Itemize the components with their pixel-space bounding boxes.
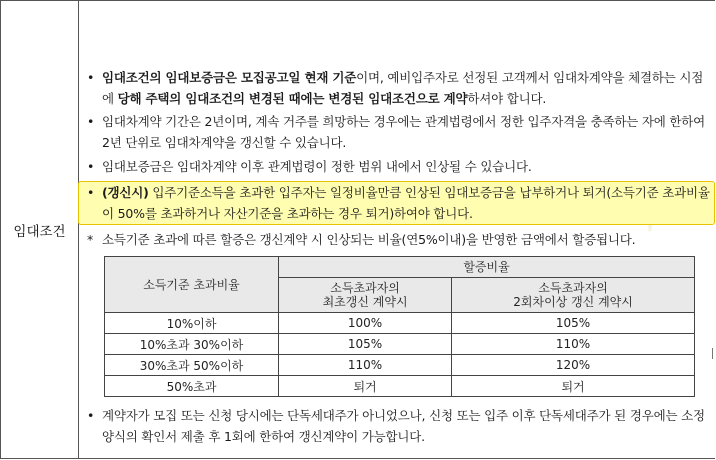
section-label: 임대조건 [13, 223, 66, 240]
surcharge-table [104, 256, 695, 397]
ratio-cell: 10%초과 30%이하 [105, 334, 279, 355]
note-mark: * [87, 232, 94, 247]
changed-conditions-bold: 당해 주택의 임대조건의 변경된 때에는 변경된 임대조건으로 계약 [117, 91, 468, 106]
bullet: • [87, 408, 95, 423]
bullet: • [87, 114, 95, 129]
table-row [105, 334, 695, 355]
header-line: 최초갱신 계약시 [322, 295, 408, 309]
second-renewal-header [452, 278, 695, 313]
surcharge-note [87, 229, 711, 250]
table-header-row [105, 257, 695, 278]
first-renewal-cell: 105% [279, 334, 452, 355]
surcharge-rate-header: 할증비율 [279, 257, 695, 278]
second-renewal-cell: 120% [452, 355, 695, 376]
surcharge-note-text: 소득기준 초과에 따른 할증은 갱신계약 시 인상되는 비율(연5%이내)을 반영한 금액에서 할증됩니다. [102, 232, 636, 247]
deposit-basis-end: 하셔야 합니다. [467, 91, 547, 106]
income-ratio-header: 소득기준 초과비율 [105, 257, 279, 313]
bullet: • [87, 159, 95, 174]
second-renewal-cell: 105% [452, 313, 695, 334]
table-row [105, 376, 695, 397]
section-label-cell [1, 1, 79, 458]
section-content [80, 1, 716, 458]
first-renewal-cell: 퇴거 [279, 376, 452, 397]
contract-term-text: 임대차계약 기간은 2년이며, 계속 거주를 희망하는 경우에는 관계법령에서 정한 입주자격을 충족하는 자에 한하여 2년 단위로 임대차계약을 갱신할 수 있습니다. [102, 114, 706, 150]
header-line: 2회차이상 갱신 계약시 [513, 295, 633, 309]
deposit-basis-paragraph [87, 67, 711, 109]
table-row [105, 355, 695, 376]
deposit-increase-paragraph [87, 156, 711, 177]
edge-marker [712, 348, 713, 359]
single-household-paragraph [87, 405, 711, 447]
first-renewal-header [279, 278, 452, 313]
first-renewal-cell: 110% [279, 355, 452, 376]
renewal-text: 입주기준소득을 초과한 입주자는 일정비율만큼 인상된 임대보증금을 납부하거나 퇴거(소득기준 초과비율이 50%를 초과하거나 자산기준을 초과하는 경우 퇴거)하여야 합니다. [102, 185, 710, 221]
table-row [105, 313, 695, 334]
single-household-text: 계약자가 모집 또는 신청 당시에는 단독세대주가 아니었으나, 신청 또는 입주 이후 단독세대주가 된 경우에는 소정 양식의 확인서 제출 후 1회에 한하여 갱신계약이 가능합니다. [102, 408, 705, 444]
contract-term-paragraph [87, 111, 711, 153]
renewal-label: (갱신시) [102, 185, 149, 200]
second-renewal-cell: 110% [452, 334, 695, 355]
ratio-cell: 50%초과 [105, 376, 279, 397]
ratio-cell: 10%이하 [105, 313, 279, 334]
header-line: 소득초과자의 [538, 281, 608, 295]
deposit-basis-text: 이며, 예비입주자로 선정된 고객께서 임대차계약을 체결하는 시점에 [102, 70, 704, 106]
deposit-basis-bold: 임대조건의 임대보증금은 모집공고일 현재 기준 [102, 70, 357, 85]
ratio-cell: 30%초과 50%이하 [105, 355, 279, 376]
second-renewal-cell: 퇴거 [452, 376, 695, 397]
renewal-highlight-paragraph [78, 181, 715, 225]
first-renewal-cell: 100% [279, 313, 452, 334]
bullet: • [87, 185, 95, 200]
bullet: • [87, 70, 95, 85]
header-line: 소득초과자의 [330, 281, 400, 295]
deposit-increase-text: 임대보증금은 임대차계약 이후 관계법령이 정한 범위 내에서 인상될 수 있습니다. [102, 159, 532, 174]
